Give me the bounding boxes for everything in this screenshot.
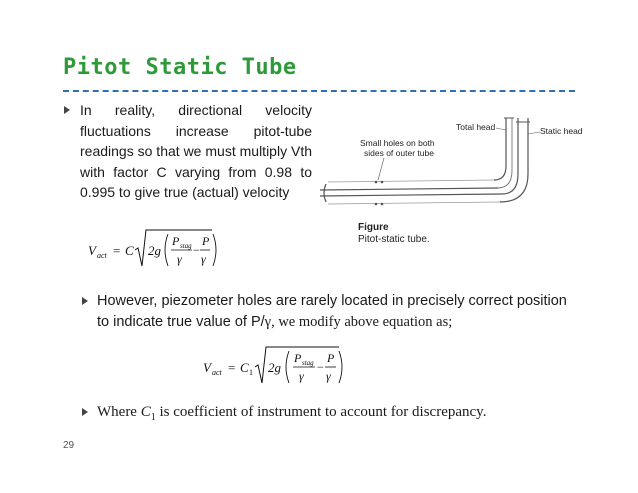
- eq2-p-stag: P: [294, 351, 302, 365]
- bullet-arrow-icon: [82, 297, 88, 305]
- bullet-3-c: C: [140, 404, 151, 420]
- equation-1: [88, 228, 218, 276]
- eq1-p-stag: P: [172, 234, 180, 248]
- page-number: 29: [63, 440, 75, 451]
- label-static-head: Static head: [540, 126, 583, 136]
- eq1-c: C: [125, 243, 134, 258]
- eq1-left-paren: [165, 234, 168, 266]
- eq2-p: P: [327, 351, 335, 365]
- figure-caption: [358, 222, 430, 246]
- eq1-right-paren: [213, 234, 216, 266]
- eq2-2g: 2g: [268, 360, 281, 375]
- eq2-v-sub: act: [212, 368, 222, 377]
- equation-2: [203, 345, 353, 393]
- label-total-head: Total head: [456, 122, 496, 132]
- eq2-gamma-1: γ: [299, 369, 304, 383]
- bullet-arrow-icon: [64, 106, 70, 114]
- bullet-3-c-sub: 1: [150, 412, 156, 423]
- bullet-2-tail: , we modify above equation as;: [271, 313, 453, 330]
- eq1-2g: 2g: [148, 243, 161, 258]
- title-divider: [63, 90, 575, 92]
- eq1-gamma-1: γ: [177, 252, 182, 266]
- eq1-gamma-2: γ: [201, 252, 206, 266]
- bullet-3-pre: Where: [97, 404, 141, 420]
- eq2-c: C: [240, 360, 249, 375]
- bullet-2-text: [97, 291, 577, 332]
- bullet-3-text: [97, 402, 577, 428]
- label-holes-line-1: Small holes on both: [360, 138, 435, 148]
- eq2-left-paren: [286, 351, 289, 383]
- figure-caption-title: Figure: [358, 222, 389, 233]
- bullet-2-gamma: γ: [264, 313, 272, 330]
- eq1-minus: −: [193, 243, 200, 257]
- eq2-stag-sub: stag: [302, 359, 314, 367]
- eq2-right-paren: [339, 351, 342, 383]
- eq2-c-sub: 1: [249, 368, 253, 377]
- bullet-arrow-icon: [82, 408, 88, 416]
- eq1-v-sub: act: [97, 251, 107, 260]
- eq2-equals: =: [228, 360, 236, 375]
- bullet-3-post: is coefficient of instrument to account for discrepancy.: [155, 404, 487, 420]
- eq1-p: P: [202, 234, 210, 248]
- figure-caption-text: Pitot-static tube.: [358, 234, 430, 245]
- eq2-v: V: [203, 360, 211, 375]
- eq1-equals: =: [113, 243, 121, 258]
- slide-title: Pitot Static Tube: [63, 55, 297, 80]
- bullet-2-main: However, piezometer holes are rarely located in precisely correct position to indicate true value of P/: [97, 293, 567, 330]
- eq2-minus: −: [317, 360, 324, 374]
- label-holes-line-2: sides of outer tube: [364, 148, 434, 158]
- bullet-1-text: In reality, directional velocity fluctuations increase pitot-tube readings so that we must multiply Vth with factor C varying from 0.98 to 0.995 to give true (actual) velocity: [80, 102, 312, 200]
- eq1-stag-sub: stag: [180, 242, 192, 250]
- eq2-gamma-2: γ: [326, 369, 331, 383]
- eq1-v: V: [88, 243, 96, 258]
